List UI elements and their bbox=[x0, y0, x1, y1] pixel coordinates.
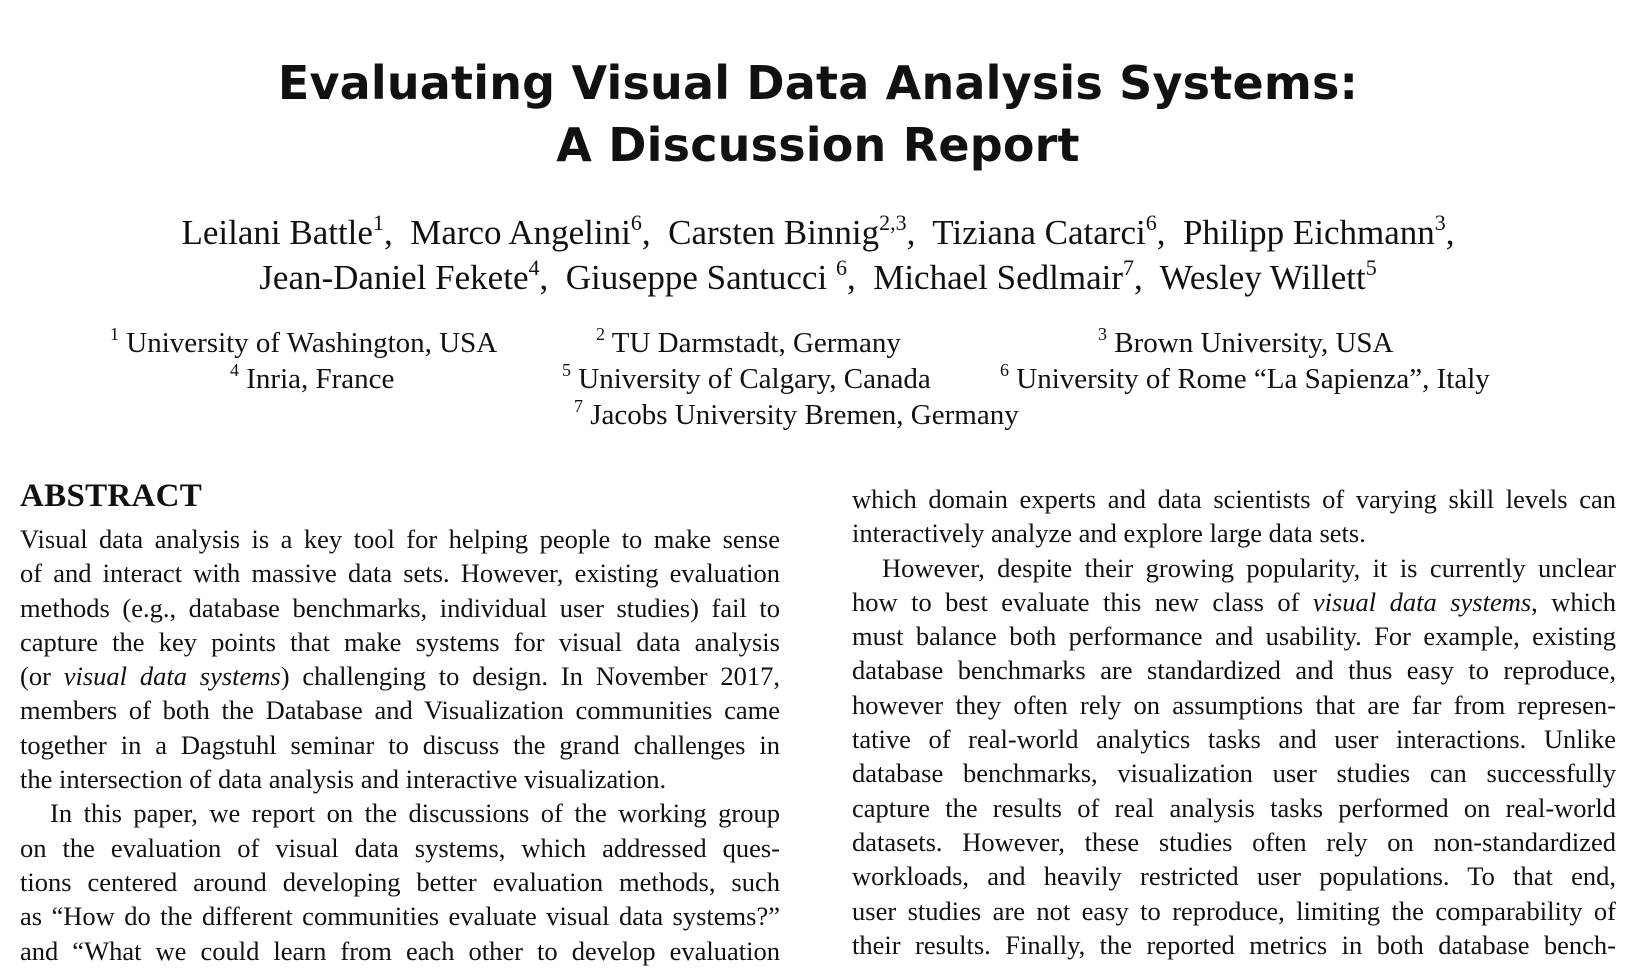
abstract-line: together in a Dagstuhl seminar to discuss the grand challenges in bbox=[20, 729, 780, 760]
abstract-line: tions centered around developing better evaluation methods, such bbox=[20, 866, 780, 897]
paper-title bbox=[0, 52, 1636, 176]
abstract-line: on the evaluation of visual data systems, which addressed ques- bbox=[20, 832, 780, 863]
abstract-line: (or visual data systems) challenging to design. In November 2017, bbox=[20, 661, 781, 692]
body-line: however they often rely on assumptions that are far from represen- bbox=[852, 689, 1616, 720]
body-line: must balance both performance and usability. For example, existing bbox=[852, 621, 1616, 652]
affiliation: $^6$ University of Rome “La Sapienza”, Italy bbox=[1000, 360, 1490, 395]
abstract-line: the intersection of data analysis and interactive visualization. bbox=[20, 764, 667, 795]
author: Leilani Battle$^1$ bbox=[181, 210, 384, 252]
body-line: datasets. However, these studies often rely on non-standardized bbox=[852, 826, 1616, 857]
author: Michael Sedlmair$^7$ bbox=[873, 255, 1134, 297]
body-line: which domain experts and data scientists of varying skill levels can bbox=[852, 484, 1616, 514]
title-line-2: A Discussion Report bbox=[556, 118, 1080, 172]
abstract-line: Visual data analysis is a key tool for helping people to make sense bbox=[20, 524, 780, 554]
abstract-line: and “What we could learn from each other to develop evaluation bbox=[20, 935, 780, 966]
affiliation: $^5$ University of Calgary, Canada bbox=[562, 360, 931, 395]
abstract-line: of and interact with massive data sets. However, existing evaluation bbox=[20, 558, 780, 589]
author: Philipp Eichmann$^3$ bbox=[1182, 210, 1446, 252]
body-line: database benchmarks, visualization user studies can successfully bbox=[852, 758, 1616, 789]
abstract-line: capture the key points that make systems for visual data analysis bbox=[20, 626, 780, 657]
italic-term: visual data systems bbox=[63, 661, 281, 692]
body-line: database benchmarks are standardized and thus easy to reproduce, bbox=[852, 655, 1616, 686]
body-line: interactively analyze and explore large data sets. bbox=[852, 518, 1366, 549]
body-line: capture the results of real analysis tasks performed on real-world bbox=[852, 792, 1616, 823]
author: Jean-Daniel Fekete$^4$ bbox=[259, 255, 540, 297]
author: Wesley Willett$^5$ bbox=[1159, 255, 1377, 297]
abstract-line: In this paper, we report on the discussions of the working group bbox=[50, 798, 780, 829]
abstract-line: members of both the Database and Visualization communities came bbox=[20, 695, 780, 726]
author: Tiziana Catarci$^6$ bbox=[932, 210, 1157, 252]
author-list bbox=[0, 210, 1636, 300]
body-line: However, despite their growing popularity, it is currently unclear bbox=[882, 552, 1616, 583]
author-row-2: Jean-Daniel Fekete$^4$, Giuseppe Santucci $^6$, Michael Sedlmair$^7$, Wesley Willett$^5$ bbox=[259, 255, 1377, 297]
body-line: workloads, and heavily restricted user populations. To that end, bbox=[852, 861, 1616, 892]
title-line-1: Evaluating Visual Data Analysis Systems: bbox=[277, 56, 1359, 110]
abstract-line: methods (e.g., database benchmarks, individual user studies) fail to bbox=[20, 592, 780, 623]
author: Carsten Binnig$^{2,3}$ bbox=[668, 210, 907, 252]
body-line: how to best evaluate this new class of visual data systems, which bbox=[852, 586, 1617, 617]
author-row-1: Leilani Battle$^1$, Marco Angelini$^6$, Carsten Binnig$^{2,3}$, Tiziana Catarci$^6$, Philipp Eichmann$^3$, bbox=[181, 210, 1455, 252]
right-column bbox=[852, 482, 1616, 962]
affiliation: $^7$ Jacobs University Bremen, Germany bbox=[574, 396, 1019, 431]
italic-term: visual data systems bbox=[1312, 586, 1532, 617]
affiliation: $^2$ TU Darmstadt, Germany bbox=[596, 324, 901, 359]
abstract-line: as “How do the different communities evaluate visual data systems?” bbox=[20, 901, 780, 932]
abstract-body bbox=[20, 522, 780, 968]
author: Giuseppe Santucci $^6$ bbox=[565, 255, 847, 297]
affiliation: $^1$ University of Washington, USA bbox=[110, 324, 498, 359]
abstract-heading: ABSTRACT bbox=[20, 478, 203, 514]
abstract-column bbox=[20, 476, 780, 968]
author: Marco Angelini$^6$ bbox=[410, 210, 642, 252]
affiliation: $^3$ Brown University, USA bbox=[1098, 324, 1394, 359]
body-line: user studies are not easy to reproduce, limiting the comparability of bbox=[852, 895, 1616, 926]
body-line: tative of real-world analytics tasks and user interactions. Unlike bbox=[852, 724, 1616, 755]
body-line: their results. Finally, the reported metrics in both database bench- bbox=[852, 929, 1616, 960]
affiliation: $^4$ Inria, France bbox=[230, 360, 395, 395]
